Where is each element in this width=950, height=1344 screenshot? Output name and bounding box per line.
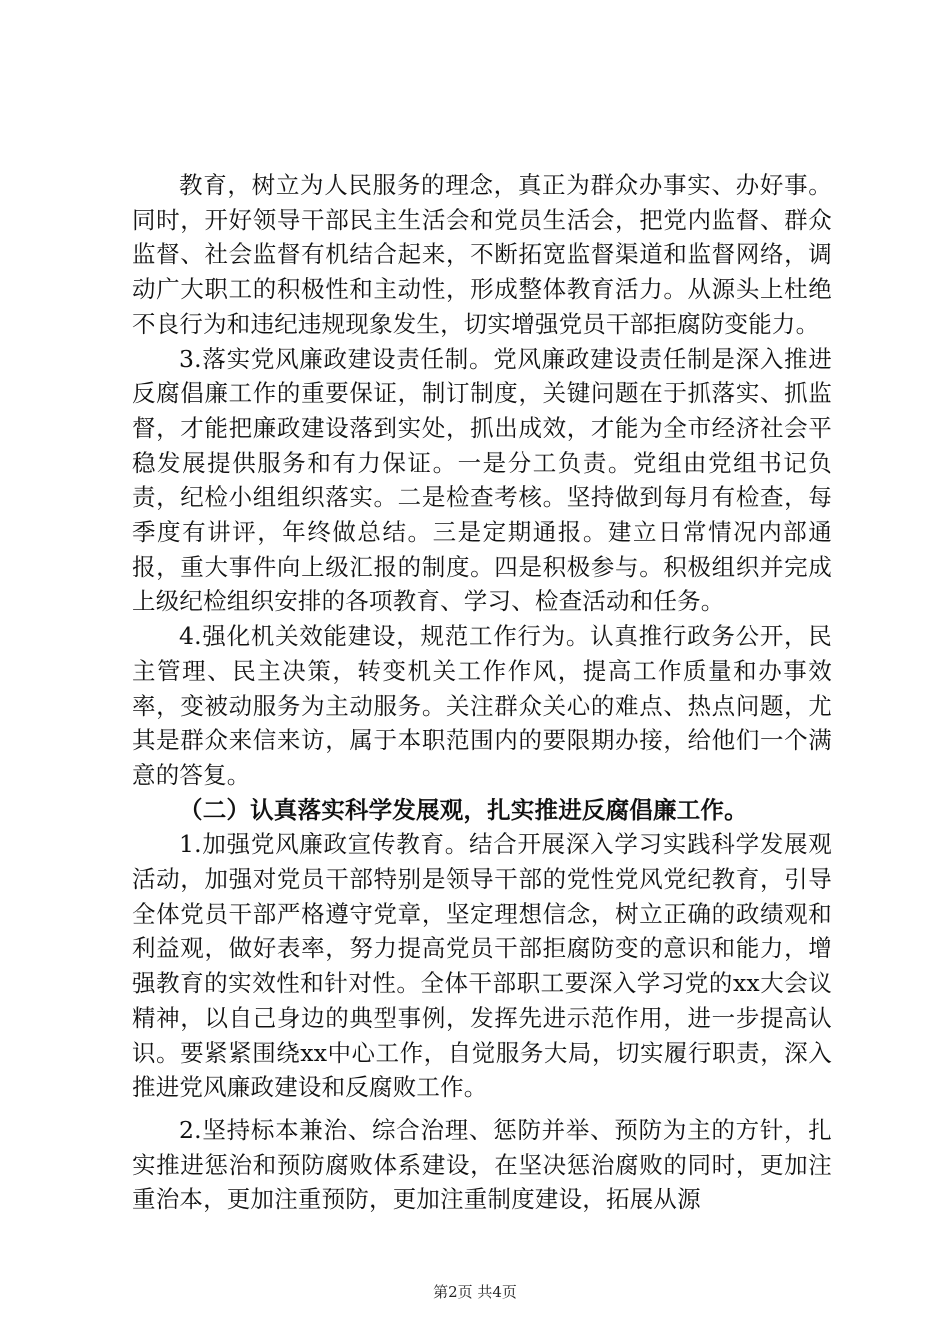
page-footer: 第2页 共4页 xyxy=(433,1283,517,1301)
paragraph-item-2: 2.坚持标本兼治、综合治理、惩防并举、预防为主的方针，扎实推进惩治和预防腐败体系建设，在坚决惩治腐败的同时，更加注重治本，更加注重预防，更加注重制度建设，拓展从源 xyxy=(132,1115,832,1214)
paragraph-continuation: 教育，树立为人民服务的理念，真正为群众办事实、办好事。同时，开好领导干部民主生活会和党员生活会，把党内监督、群众监督、社会监督有机结合起来，不断拓宽监督渠道和监督网络，调动广大职工的积极性和主动性，形成整体教育活力。从源头上杜绝不良行为和违纪违规现象发生，切实增强党员干部拒腐防变能力。 xyxy=(132,171,832,338)
paragraph-item-4: 4.强化机关效能建设，规范工作行为。认真推行政务公开，民主管理、民主决策，转变机关工作作风，提高工作质量和办事效率，变被动服务为主动服务。关注群众关心的难点、热点问题，尤其是群众来信来访，属于本职范围内的要限期办接，给他们一个满意的答复。 xyxy=(132,622,832,789)
paragraph-item-1: 1.加强党风廉政宣传教育。结合开展深入学习实践科学发展观活动，加强对党员干部特别是领导干部的党性党风党纪教育，引导全体党员干部严格遵守党章，坚定理想信念，树立正确的政绩观和利益观，做好表率，努力提高党员干部拒腐防变的意识和能力，增强教育的实效性和针对性。全体干部职工要深入学习党的xx大会议精神，以自己身边的典型事例，发挥先进示范作用，进一步提高认识。要紧紧围绕xx中心工作，自觉服务大局，切实履行职责，深入推进党风廉政建设和反腐败工作。 xyxy=(132,830,832,1102)
paragraph-item-3: 3.落实党风廉政建设责任制。党风廉政建设责任制是深入推进反腐倡廉工作的重要保证，制订制度，关键问题在于抓落实、抓监督，才能把廉政建设落到实处，抓出成效，才能为全市经济社会平稳发展提供服务和有力保证。一是分工负责。党组由党组书记负责，纪检小组组织落实。二是检查考核。坚持做到每月有检查，每季度有讲评，年终做总结。三是定期通报。建立日常情况内部通报，重大事件向上级汇报的制度。四是积极参与。积极组织并完成上级纪检组织安排的各项教育、学习、检查活动和任务。 xyxy=(132,344,832,616)
document-body xyxy=(132,168,832,1217)
section-heading: （二）认真落实科学发展观，扎实推进反腐倡廉工作。 xyxy=(179,795,748,824)
